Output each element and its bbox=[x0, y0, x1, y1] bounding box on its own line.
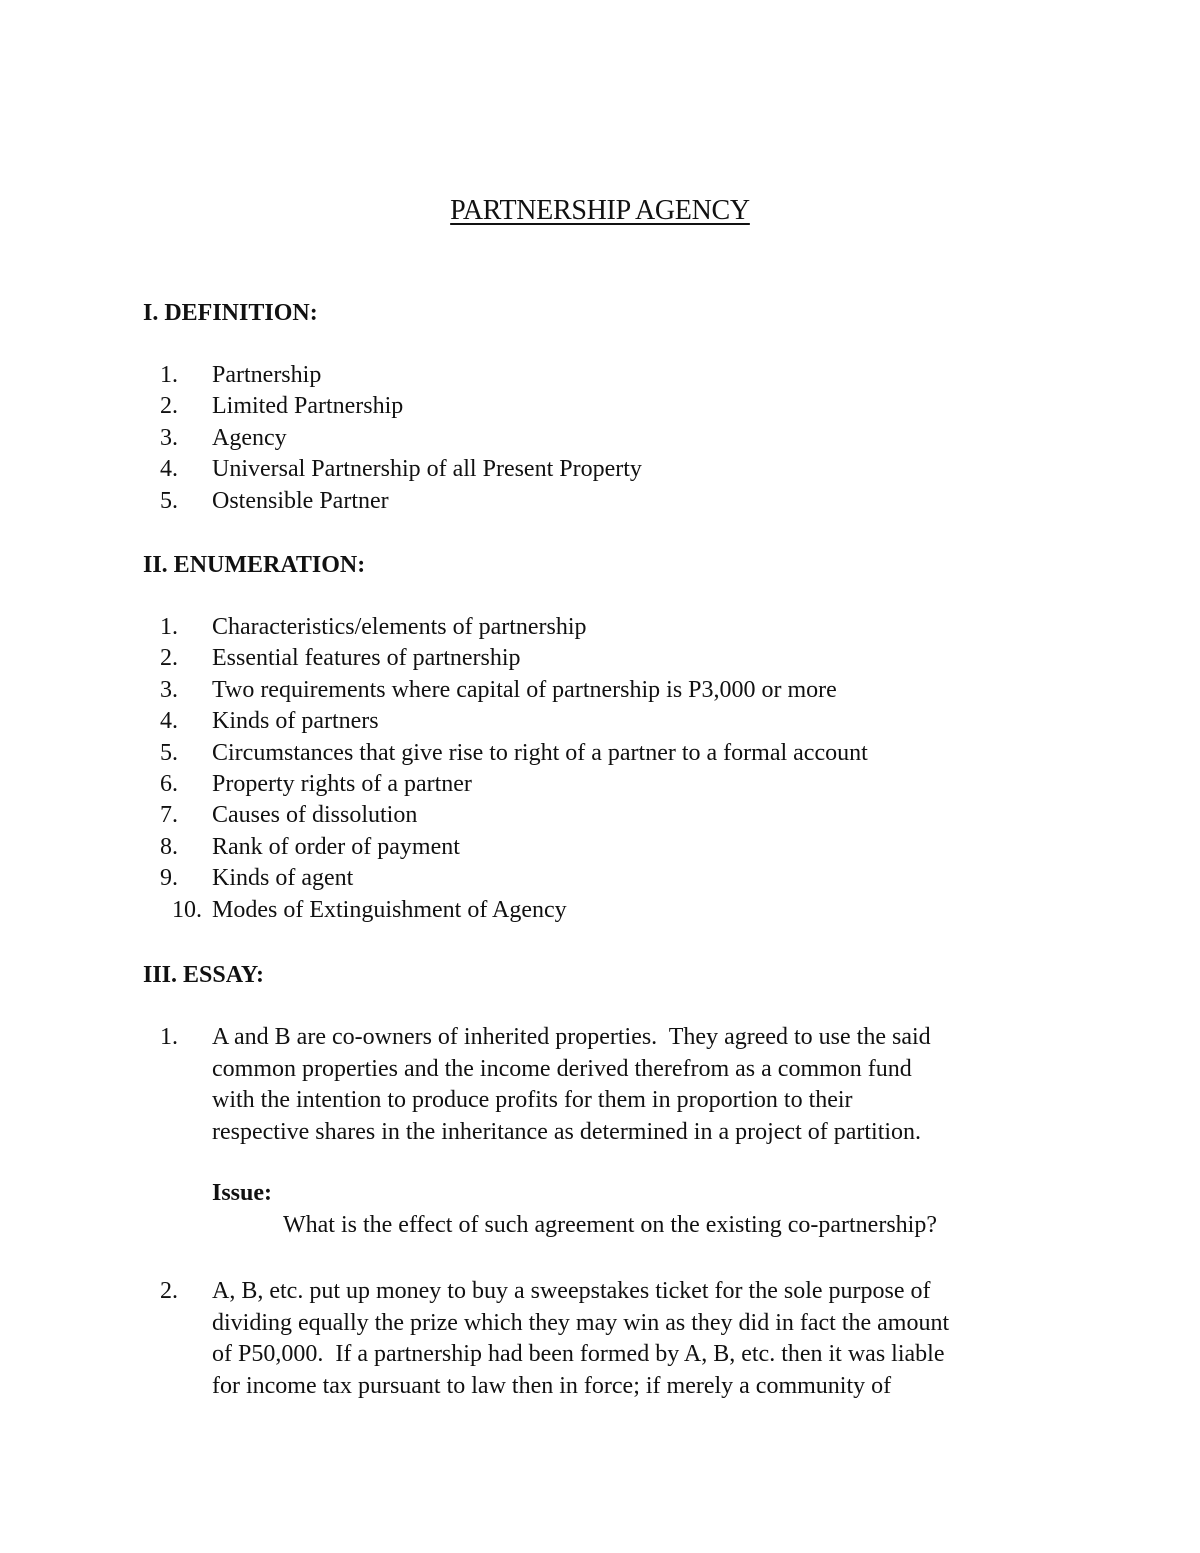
section-heading-essay: III. ESSAY: bbox=[143, 962, 264, 988]
list-item-number: 7. bbox=[160, 802, 178, 829]
list-item-number: 1. bbox=[160, 614, 178, 640]
list-item bbox=[0, 454, 1200, 485]
list-item-number: 2. bbox=[160, 393, 178, 420]
list-item-number: 4. bbox=[160, 708, 178, 735]
list-item-text: Circumstances that give rise to right of a partner to a formal account bbox=[212, 739, 868, 766]
enumeration-list bbox=[0, 612, 1200, 926]
list-item-text: Ostensible Partner bbox=[212, 487, 389, 514]
list-item bbox=[0, 738, 1200, 769]
list-item bbox=[0, 675, 1200, 706]
list-item-text: Property rights of a partner bbox=[212, 770, 472, 797]
list-item-text: Limited Partnership bbox=[212, 393, 404, 420]
essay-text bbox=[212, 1276, 1072, 1402]
list-item-text: Universal Partnership of all Present Property bbox=[212, 456, 642, 483]
essay-line: common properties and the income derived therefrom as a common fund bbox=[212, 1055, 912, 1082]
list-item-text: Causes of dissolution bbox=[212, 802, 418, 829]
list-item bbox=[0, 706, 1200, 737]
essay-line: A and B are co-owners of inherited properties. They agreed to use the said bbox=[212, 1024, 931, 1050]
list-item-number: 6. bbox=[160, 770, 178, 797]
list-item-text: Characteristics/elements of partnership bbox=[212, 614, 587, 640]
issue-label: Issue: bbox=[212, 1180, 273, 1206]
essay-line: dividing equally the prize which they may win as they did in fact the amount bbox=[212, 1309, 950, 1336]
list-item-text: Partnership bbox=[212, 362, 322, 388]
list-item bbox=[0, 832, 1200, 863]
list-item-text: Agency bbox=[212, 424, 287, 451]
list-item bbox=[0, 486, 1200, 517]
list-item-number: 5. bbox=[160, 487, 178, 514]
issue-question: What is the effect of such agreement on the existing co-partnership? bbox=[283, 1212, 937, 1238]
list-item-number: 3. bbox=[160, 424, 178, 451]
list-item bbox=[0, 769, 1200, 800]
list-item-text: Kinds of partners bbox=[212, 708, 379, 735]
list-item bbox=[0, 643, 1200, 674]
essay-line: for income tax pursuant to law then in force; if merely a community of bbox=[212, 1372, 892, 1399]
list-item-number: 4. bbox=[160, 456, 178, 483]
page-title: PARTNERSHIP AGENCY bbox=[450, 195, 750, 226]
list-item bbox=[0, 800, 1200, 831]
essay-line: A, B, etc. put up money to buy a sweepstakes ticket for the sole purpose of bbox=[212, 1278, 931, 1304]
list-item-text: Essential features of partnership bbox=[212, 645, 521, 672]
list-item bbox=[0, 360, 1200, 391]
essay-line: of P50,000. If a partnership had been formed by A, B, etc. then it was liable bbox=[212, 1341, 945, 1368]
essay-line: with the intention to produce profits for them in proportion to their bbox=[212, 1087, 853, 1114]
list-item-text: Modes of Extinguishment of Agency bbox=[212, 896, 567, 923]
essay-number: 2. bbox=[160, 1278, 178, 1304]
list-item-text: Rank of order of payment bbox=[212, 833, 460, 860]
list-item-number: 1. bbox=[160, 362, 178, 388]
list-item-text: Kinds of agent bbox=[212, 865, 354, 892]
list-item-number: 10. bbox=[172, 896, 202, 923]
definition-list bbox=[0, 360, 1200, 517]
list-item-text: Two requirements where capital of partnership is P3,000 or more bbox=[212, 676, 837, 703]
list-item-number: 3. bbox=[160, 676, 178, 703]
list-item-number: 9. bbox=[160, 865, 178, 892]
section-heading-enumeration: II. ENUMERATION: bbox=[143, 552, 366, 578]
list-item bbox=[0, 423, 1200, 454]
list-item bbox=[0, 895, 1200, 926]
list-item bbox=[0, 391, 1200, 422]
essay-line: respective shares in the inheritance as determined in a project of partition. bbox=[212, 1118, 922, 1145]
essay-number: 1. bbox=[160, 1024, 178, 1050]
list-item-number: 8. bbox=[160, 833, 178, 860]
list-item-number: 5. bbox=[160, 739, 178, 766]
list-item-number: 2. bbox=[160, 645, 178, 672]
list-item bbox=[0, 612, 1200, 643]
section-heading-definition: I. DEFINITION: bbox=[143, 300, 318, 326]
essay-text bbox=[212, 1022, 1072, 1148]
list-item bbox=[0, 863, 1200, 894]
